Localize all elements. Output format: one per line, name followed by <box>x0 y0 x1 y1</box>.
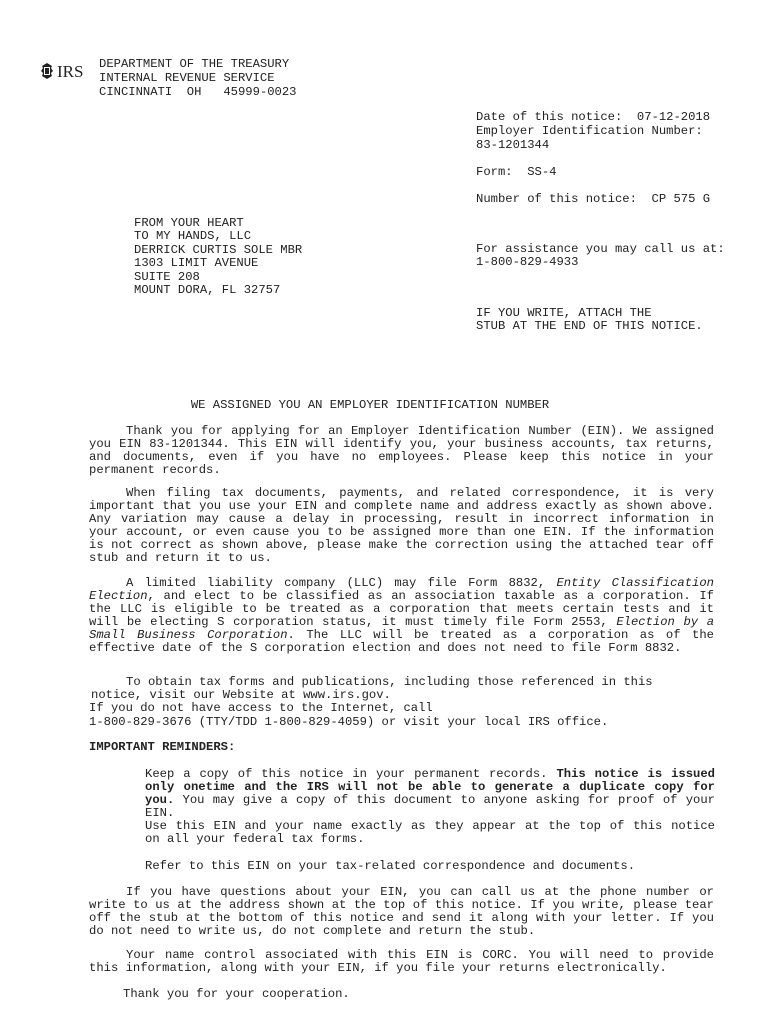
paragraph-filing-instructions: When filing tax documents, payments, and related correspondence, it is very important that you use your EIN and complete name and address exactly as shown above. Any variation may cause a delay in processing, result in incorrect information in your account, or even cause you to be assigned more than one EIN. If the information is not correct as shown above, please make the correction using the attached tear off stub and return it to us. <box>89 486 714 565</box>
ein-label: Employer Identification Number: <box>476 124 703 138</box>
assistance-phone: 1-800-829-4933 <box>476 255 579 269</box>
agency-line: CINCINNATI OH 45999-0023 <box>99 85 297 99</box>
paragraph-name-control: Your name control associated with this EIN is CORC. You will need to provide this information, along with your EIN, if you file your returns electronically. <box>89 948 714 975</box>
write-instruction-line: STUB AT THE END OF THIS NOTICE. <box>476 319 703 333</box>
form-2553-title: Election by a Small Business Corporation <box>89 615 715 642</box>
write-instruction-line: IF YOU WRITE, ATTACH THE <box>476 306 652 320</box>
reminder-use-ein: Use this EIN and your name exactly as they appear at the top of this notice on all your federal tax forms. <box>145 819 715 846</box>
reminder-keep-copy <box>145 768 715 820</box>
p3-text: . The LLC will be treated as a corporation as of the effective date of the S corporation election and does not need to file Form 8832. <box>89 628 715 655</box>
paragraph-forms-line: To obtain tax forms and publications, including those referenced in this <box>126 675 653 689</box>
address-line: DERRICK CURTIS SOLE MBR <box>134 242 303 257</box>
closing-thanks: Thank you for your cooperation. <box>123 987 350 1001</box>
paragraph-questions: If you have questions about your EIN, you can call us at the phone number or write to us at the address shown at the top of this notice. If you write, please tear off the stub at the bottom of this notice and send it along with your letter. If you do not need to write us, do not complete and return the stub. <box>89 885 714 938</box>
address-line: 1303 LIMIT AVENUE <box>134 256 259 271</box>
assistance-label: For assistance you may call us at: <box>476 242 725 256</box>
paragraph-forms-line: notice, visit our Website at www.irs.gov. <box>91 688 391 702</box>
reminders-heading: IMPORTANT REMINDERS: <box>89 740 236 754</box>
agency-line: DEPARTMENT OF THE TREASURY <box>99 57 290 71</box>
form-number: Form: SS-4 <box>476 165 557 179</box>
form-8832-title: Entity Classification Election <box>89 576 714 603</box>
reminder-bold-text: This notice is issued only onetime and the IRS will not be able to generate a duplicate copy for you. <box>145 767 715 807</box>
notice-date: Date of this notice: 07-12-2018 <box>476 110 711 124</box>
reminder-refer-ein: Refer to this EIN on your tax-related correspondence and documents. <box>145 859 636 873</box>
reminder-text: Keep a copy of this notice in your permanent records. <box>145 767 557 781</box>
paragraph-ein-assigned: Thank you for applying for an Employer Identification Number (EIN). We assigned you EIN 83-1201344. This EIN will identify you, your business accounts, tax returns, and documents, even if you have no employees. Please keep this notice in your permanent records. <box>89 424 714 477</box>
agency-line: INTERNAL REVENUE SERVICE <box>99 71 275 85</box>
notice-title: WE ASSIGNED YOU AN EMPLOYER IDENTIFICATION NUMBER <box>190 398 550 412</box>
address-line: TO MY HANDS, LLC <box>134 229 252 244</box>
irs-logo-text: IRS <box>57 62 84 81</box>
address-line: SUITE 208 <box>134 269 200 284</box>
address-line: FROM YOUR HEART <box>134 216 244 230</box>
reminder-text: You may give a copy of this document to anyone asking for proof of your EIN. <box>145 793 715 820</box>
mailing-address <box>134 217 302 297</box>
paragraph-forms-line: 1-800-829-3676 (TTY/TDD 1-800-829-4059) or visit your local IRS office. <box>89 715 609 729</box>
paragraph-llc-election <box>89 577 714 655</box>
notice-number: Number of this notice: CP 575 G <box>476 192 711 206</box>
ein-value: 83-1201344 <box>476 138 550 152</box>
p3-text: A limited liability company (LLC) may file Form 8832, <box>126 576 557 590</box>
agency-header <box>99 57 296 99</box>
irs-logo <box>40 60 100 82</box>
address-line: MOUNT DORA, FL 32757 <box>134 283 281 298</box>
paragraph-forms-line: If you do not have access to the Internet, call <box>89 701 433 715</box>
p3-text: , and elect to be classified as an association taxable as a corporation. If the LLC is eligible to be treated as a corporation that meets certain tests and it will be electing S corporation status, it must timely file Form 2553, <box>89 589 714 629</box>
